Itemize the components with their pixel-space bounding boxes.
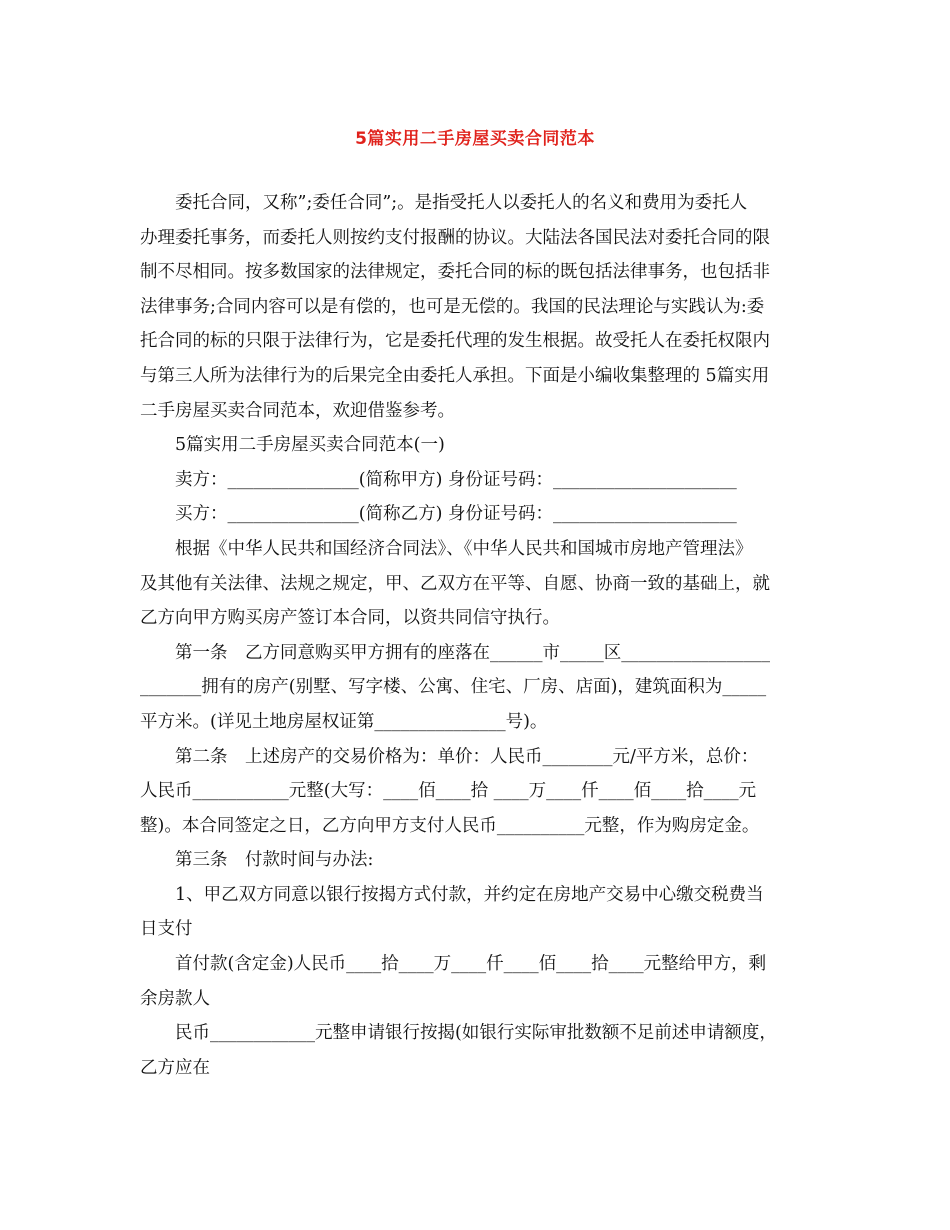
text-line: 委托合同，又称”;委任合同”;。是指受托人以委托人的名义和费用为委托人 <box>175 193 748 213</box>
text-line: 根据《中华人民共和国经济合同法》、《中华人民共和国城市房地产管理法》 <box>175 538 753 559</box>
text-line: 1、甲乙双方同意以银行按揭方式付款，并约定在房地产交易中心缴交税费当 <box>175 884 764 905</box>
text-line: 卖方：_______________(简称甲方) 身份证号码：_____________________ <box>175 469 737 490</box>
page-title: 5篇实用二手房屋买卖合同范本 <box>355 129 595 149</box>
text-line: 第三条 付款时间与办法: <box>175 850 374 871</box>
text-line: 整)。本合同签定之日，乙方向甲方支付人民币__________元整，作为购房定金。 <box>140 815 760 836</box>
text-line: 余房款人 <box>140 988 210 1009</box>
text-line: 第一条 乙方同意购买甲方拥有的座落在______市_____区_________________ <box>175 642 770 663</box>
text-line: 及其他有关法律、法规之规定，甲、乙双方在平等、自愿、协商一致的基础上，就 <box>140 573 770 594</box>
text-line: 托合同的标的只限于法律行为，它是委托代理的发生根据。故受托人在委托权限内 <box>140 331 770 352</box>
text-line: 法律事务;合同内容可以是有偿的，也可是无偿的。我国的民法理论与实践认为:委 <box>140 296 765 317</box>
document-body <box>140 186 830 1085</box>
text-line: 日支付 <box>140 919 193 940</box>
text-line: 与第三人所为法律行为的后果完全由委托人承担。下面是小编收集整理的 5篇实用 <box>140 365 770 386</box>
text-line: 买方：_______________(简称乙方) 身份证号码：_____________________ <box>175 504 737 525</box>
text-line: 首付款(含定金)人民币____拾____万____仟____佰____拾____元整给甲方，剩 <box>175 954 767 975</box>
text-line: 民币____________元整申请银行按揭(如银行实际审批数额不足前述申请额度， <box>175 1023 777 1044</box>
text-line: 5篇实用二手房屋买卖合同范本(一) <box>175 435 445 456</box>
text-line: 二手房屋买卖合同范本，欢迎借鉴参考。 <box>140 400 455 421</box>
text-line: 制不尽相同。按多数国家的法律规定，委托合同的标的既包括法律事务，也包括非 <box>140 262 770 283</box>
text-line: 人民币___________元整(大写：____佰____拾 ____万____仟____佰____拾____元 <box>140 781 757 802</box>
text-line: 乙方应在 <box>140 1057 210 1078</box>
text-line: _______拥有的房产(别墅、写字楼、公寓、住宅、厂房、店面)，建筑面积为_____ <box>140 677 767 698</box>
text-line: 办理委托事务，而委托人则按约支付报酬的协议。大陆法各国民法对委托合同的限 <box>140 227 770 248</box>
text-line: 平方米。(详见土地房屋权证第_______________号)。 <box>140 711 548 732</box>
text-line: 乙方向甲方购买房产签订本合同，以资共同信守执行。 <box>140 608 560 629</box>
text-line: 第二条 上述房产的交易价格为：单价：人民币________元/平方米，总价： <box>175 746 759 767</box>
